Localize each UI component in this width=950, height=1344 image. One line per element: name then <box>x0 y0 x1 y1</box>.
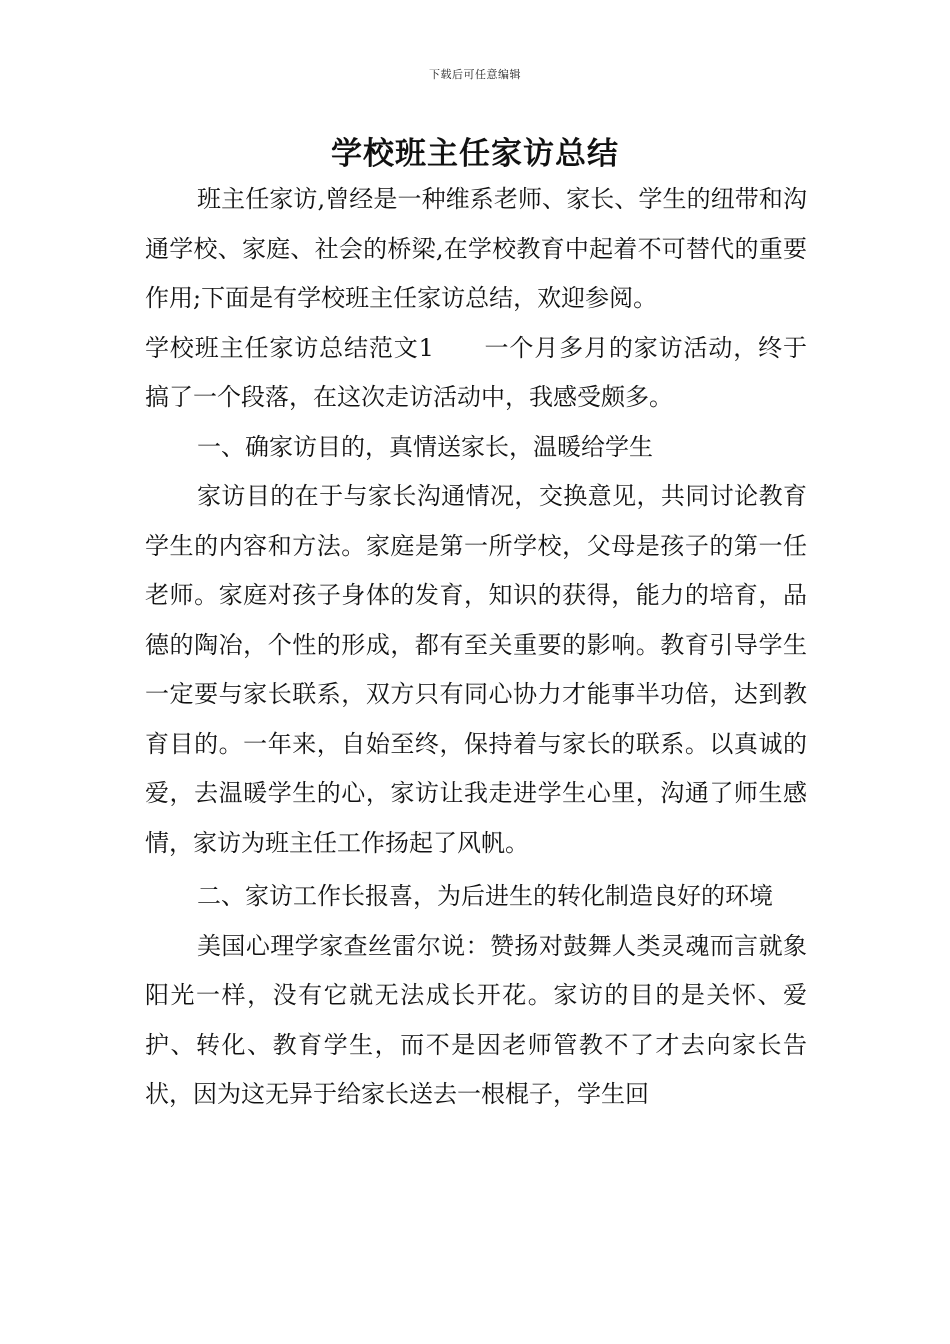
section-heading-two: 二、家访工作长报喜，为后进生的转化制造良好的环境 <box>197 882 773 910</box>
header-note: 下载后可任意编辑 <box>429 68 521 81</box>
document-body <box>145 175 807 1120</box>
paragraph-section-one: 家访目的在于与家长沟通情况，交换意见，共同讨论教育学生的内容和方法。家庭是第一所学校，父母是孩子的第一任老师。家庭对孩子身体的发育，知识的获得，能力的培育，品德的陶冶，个性的形成，都有至关重要的影响。教育引导学生一定要与家长联系，双方只有同心协力才能事半功倍，达到教育目的。一年来，自始至终，保持着与家长的联系。以真诚的爱，去温暖学生的心，家访让我走进学生心里，沟通了师生感情，家访为班主任工作扬起了风帆。 <box>145 482 807 857</box>
paragraph-intro: 班主任家访,曾经是一种维系老师、家长、学生的纽带和沟通学校、家庭、社会的桥梁,在学校教育中起着不可替代的重要作用;下面是有学校班主任家访总结，欢迎参阅。 <box>145 185 807 312</box>
paragraph-sample-heading: 学校班主任家访总结范文1 一个月多月的家访活动，终于搞了一个段落，在这次走访活动中，我感受颇多。 <box>145 333 807 411</box>
document-title: 学校班主任家访总结 <box>331 136 619 172</box>
section-heading-one: 一、确家访目的，真情送家长，温暖给学生 <box>197 432 653 461</box>
paragraph-section-two: 美国心理学家查丝雷尔说：赞扬对鼓舞人类灵魂而言就象阳光一样，没有它就无法成长开花。家访的目的是关怀、爱护、转化、教育学生，而不是因老师管教不了才去向家长告状，因为这无异于给家长送去一根棍子，学生回 <box>145 931 807 1108</box>
